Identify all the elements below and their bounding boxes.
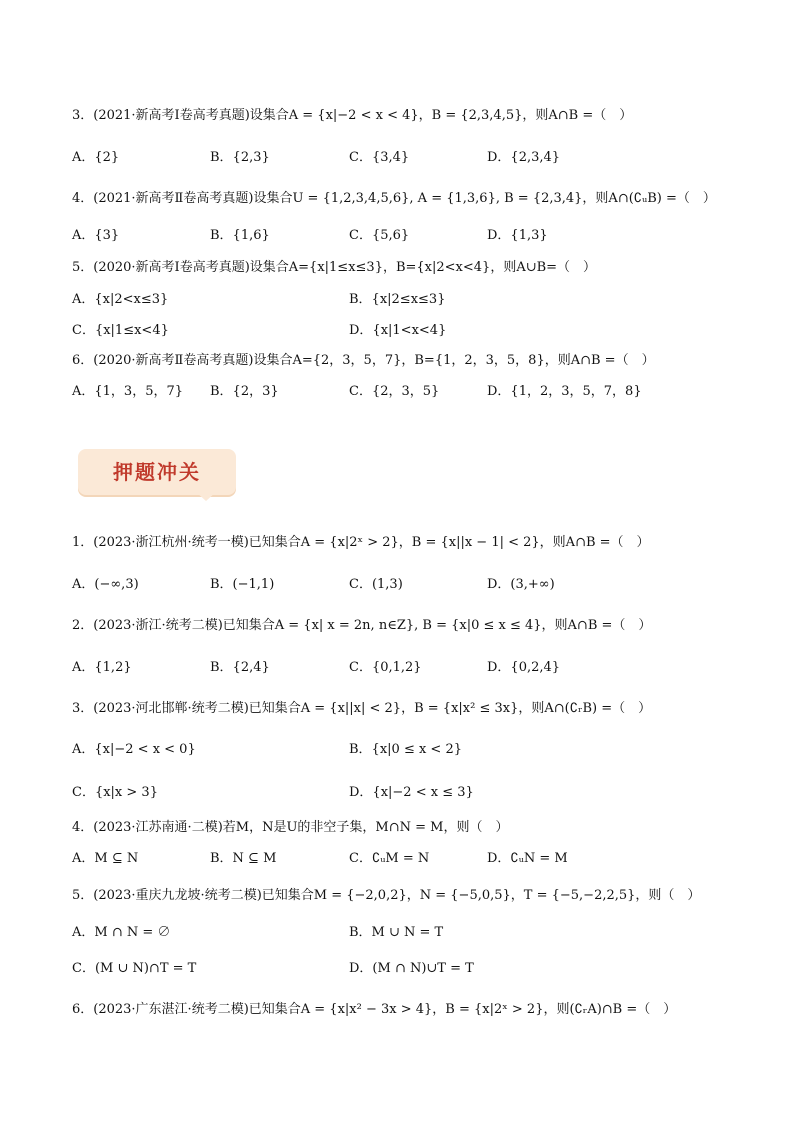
option-c[interactable]: C．(1,3) xyxy=(349,577,403,592)
question-stem: 3．(2023·河北邯郸·统考二模)已知集合A = {x||x| < 2}，B = {x|x² ≤ 3x}，则A∩(∁ᵣB) =（ ） xyxy=(72,701,652,716)
option-a[interactable]: A．{x|2<x≤3} xyxy=(72,292,169,307)
option-d[interactable]: D．{1,3} xyxy=(487,228,548,243)
options-row xyxy=(72,924,732,942)
question-stem: 5．(2020·新高考Ⅰ卷高考真题)设集合A={x|1≤x≤3}，B={x|2<x<4}，则A∪B=（ ） xyxy=(72,260,597,275)
option-a[interactable]: A．{1,2} xyxy=(72,660,132,675)
option-d[interactable]: D．{0,2,4} xyxy=(487,660,561,675)
option-a[interactable]: A．M ⊆ N xyxy=(72,851,139,866)
question-stem: 6．(2020·新高考Ⅱ卷高考真题)设集合A={2，3，5，7}，B={1，2，3，5，8}，则A∩B =（ ） xyxy=(72,353,655,368)
option-a[interactable]: A．{3} xyxy=(72,228,120,243)
option-b[interactable]: B．M ∪ N = T xyxy=(349,925,444,940)
options-row xyxy=(72,322,732,340)
question-stem: 4．(2021·新高考Ⅱ卷高考真题)设集合U = {1,2,3,4,5,6}, A = {1,3,6}, B = {2,3,4}，则A∩(∁ᵤB) =（ ） xyxy=(72,191,716,206)
option-c[interactable]: C．∁ᵤM = N xyxy=(349,851,430,866)
question-stem: 6．(2023·广东湛江·统考二模)已知集合A = {x|x² − 3x > 4}，B = {x|2ˣ > 2}，则(∁ᵣA)∩B =（ ） xyxy=(72,1002,677,1017)
options-row xyxy=(72,850,732,868)
option-c[interactable]: C．{x|1≤x<4} xyxy=(72,323,169,338)
option-a[interactable]: A．{2} xyxy=(72,150,120,165)
option-d[interactable]: D．∁ᵤN = M xyxy=(487,851,568,866)
option-b[interactable]: B．{2,4} xyxy=(210,660,270,675)
option-d[interactable]: D．{2,3,4} xyxy=(487,150,561,165)
section-banner-title: 押题冲关 xyxy=(113,460,201,484)
option-d[interactable]: D．(3,+∞) xyxy=(487,577,555,592)
option-d[interactable]: D．(M ∩ N)∪T = T xyxy=(349,961,474,976)
options-row xyxy=(72,149,732,167)
options-row xyxy=(72,576,732,594)
option-c[interactable]: C．(M ∪ N)∩T = T xyxy=(72,961,197,976)
question-stem: 5．(2023·重庆九龙坡·统考二模)已知集合M = {−2,0,2}，N = {−5,0,5}，T = {−5,−2,2,5}，则（ ） xyxy=(72,888,701,903)
option-d[interactable]: D．{1，2，3，5，7，8} xyxy=(487,384,642,399)
options-row xyxy=(72,659,732,677)
option-c[interactable]: C．{0,1,2} xyxy=(349,660,422,675)
banner-pointer xyxy=(196,492,216,501)
option-d[interactable]: D．{x|1<x<4} xyxy=(349,323,447,338)
options-row xyxy=(72,291,732,309)
option-a[interactable]: A．{1，3，5，7} xyxy=(72,384,184,399)
option-b[interactable]: B．{x|0 ≤ x < 2} xyxy=(349,742,462,757)
options-row xyxy=(72,960,732,978)
question-stem: 3．(2021·新高考Ⅰ卷高考真题)设集合A = {x|−2 < x < 4}，B = {2,3,4,5}，则A∩B =（ ） xyxy=(72,108,633,123)
option-d[interactable]: D．{x|−2 < x ≤ 3} xyxy=(349,785,474,800)
option-a[interactable]: A．(−∞,3) xyxy=(72,577,139,592)
question-stem: 1．(2023·浙江杭州·统考一模)已知集合A = {x|2ˣ > 2}，B = {x||x − 1| < 2}，则A∩B =（ ） xyxy=(72,535,650,550)
option-c[interactable]: C．{2，3，5} xyxy=(349,384,440,399)
option-a[interactable]: A．{x|−2 < x < 0} xyxy=(72,742,196,757)
options-row xyxy=(72,784,732,802)
question-stem: 2．(2023·浙江·统考二模)已知集合A = {x| x = 2n, n∈Z}, B = {x|0 ≤ x ≤ 4}，则A∩B =（ ） xyxy=(72,618,652,633)
option-b[interactable]: B．N ⊆ M xyxy=(210,851,277,866)
section-banner xyxy=(78,449,236,495)
options-row xyxy=(72,383,732,401)
option-b[interactable]: B．{2，3} xyxy=(210,384,279,399)
option-c[interactable]: C．{3,4} xyxy=(349,150,410,165)
options-row xyxy=(72,741,732,759)
option-a[interactable]: A．M ∩ N = ∅ xyxy=(72,925,171,940)
option-b[interactable]: B．{x|2≤x≤3} xyxy=(349,292,446,307)
question-stem: 4．(2023·江苏南通·二模)若M，N是U的非空子集，M∩N = M，则（ ） xyxy=(72,820,509,835)
option-b[interactable]: B．{2,3} xyxy=(210,150,270,165)
option-b[interactable]: B．(−1,1) xyxy=(210,577,275,592)
option-b[interactable]: B．{1,6} xyxy=(210,228,270,243)
option-c[interactable]: C．{5,6} xyxy=(349,228,410,243)
option-c[interactable]: C．{x|x > 3} xyxy=(72,785,158,800)
options-row xyxy=(72,227,732,245)
